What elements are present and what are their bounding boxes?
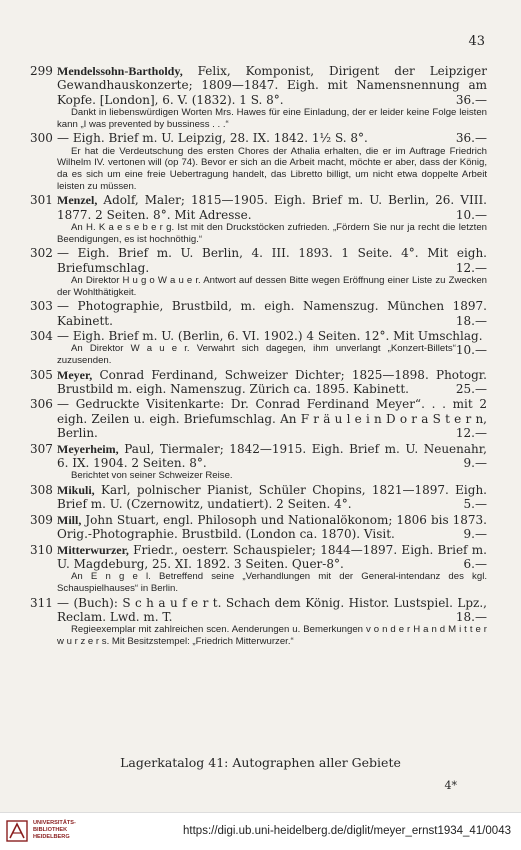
entry-note (57, 222, 487, 245)
catalog-entry (30, 596, 487, 648)
entry-person-name: Mitterwurzer, (57, 542, 129, 557)
entry-price: 36.— (455, 131, 487, 146)
viewer-footer-bar (0, 812, 521, 850)
entry-description (57, 596, 487, 625)
entry-text: — Eigh. Brief m. U. Berlin, 4. III. 1893. 1 Seite. 4°. Mit eigh. Briefumschlag. (57, 246, 487, 275)
entry-text: — Eigh. Brief m. U. (Berlin, 6. VI. 1902.) 4 Seiten. 12°. Mit Umschlag. (57, 329, 483, 343)
entry-number: 299 (30, 64, 53, 78)
entry-description (57, 442, 487, 471)
entry-note-text: An Direktor H u g o W a u e r. Antwort auf dessen Bitte wegen Eröffnung einer Liste zu Zwecken der Wohlthätigkeit. (57, 275, 487, 298)
entry-text: Karl, polnischer Pianist, Schüler Chopins, 1821—1897. Eigh. Brief m. U. (Czernowitz, undatiert). 2 Seiten. 4°. (57, 483, 487, 512)
entry-description (57, 397, 487, 440)
entry-number: 305 (30, 367, 53, 382)
institution-line: UNIVERSITÄTS- (33, 820, 76, 826)
entry-price: 10.— (455, 207, 487, 222)
entry-text: Paul, Tiermaler; 1842—1915. Eigh. Brief m. U. Neuenahr, 6. IX. 1904. 2 Seiten. 8°. (57, 441, 487, 471)
entry-person-name: Menzel, (57, 193, 98, 208)
entry-number: 304 (30, 329, 53, 343)
entry-note (57, 107, 487, 130)
institution-name (33, 820, 76, 841)
catalog-entry (30, 397, 487, 440)
permalink-url[interactable]: https://digi.ub.uni-heidelberg.de/diglit/meyer_ernst1934_41/0043 (183, 825, 511, 837)
entry-list (30, 64, 487, 649)
entry-note-text: An Direktor W a u e r. Verwahrt sich dagegen, ihm unverlangt „Konzert-Billets“ zuzusenden. (57, 343, 456, 366)
entry-price: 9.— (463, 456, 487, 471)
entry-note-text: An H. K a e s e b e r g. Ist mit den Druckstöcken zufrieden. „Fördern Sie nur ja recht die letzten Beendigungen, es ist hochnöthig.“ (57, 222, 487, 245)
catalog-entry (30, 131, 487, 192)
entry-note (57, 624, 487, 647)
entry-description (57, 299, 487, 328)
entry-price: 6.— (463, 557, 487, 572)
institution-line: HEIDELBERG (33, 834, 70, 840)
entry-note (57, 275, 487, 298)
entry-number: 302 (30, 246, 53, 261)
entry-text: Conrad Ferdinand, Schweizer Dichter; 1825—1898. Photogr. Brustbild m. eigh. Namenszug. Zürich ca. 1895. Kabinett. (57, 367, 487, 396)
entry-text: — Gedruckte Visitenkarte: Dr. Conrad Ferdinand Meyer“. . . mit 2 eigh. Zeilen u. eigh. Briefumschlag. An F r ä u l e i n D o r a S t e r n, Berlin. (57, 397, 487, 441)
entry-note (57, 343, 487, 366)
entry-description (57, 246, 487, 275)
entry-number: 303 (30, 299, 53, 314)
entry-note-text: An E n g e l. Betreffend seine „Verhandlungen mit der General-intendanz des kgl. Schauspielhauses“ in Berlin. (57, 571, 487, 595)
university-library-logo-icon (6, 819, 28, 843)
catalog-entry (30, 64, 487, 130)
catalog-entry (30, 246, 487, 298)
entry-text: — Photographie, Brustbild, m. eigh. Namenszug. München 1897. Kabinett. (57, 299, 487, 328)
catalog-entry (30, 299, 487, 328)
page-number: 43 (468, 34, 485, 49)
entry-person-name: Meyerheim, (57, 441, 119, 456)
entry-description (57, 513, 487, 542)
entry-description (57, 368, 487, 397)
catalog-entry (30, 368, 487, 397)
entry-description (57, 543, 487, 572)
entry-price: 12.— (455, 426, 487, 441)
catalog-entry (30, 329, 487, 367)
entry-note (57, 571, 487, 594)
entry-price: 36.— (455, 92, 487, 107)
entry-note (57, 470, 487, 482)
entry-price: 25.— (455, 382, 487, 396)
entry-price: 10.— (455, 343, 487, 358)
entry-text: — (Buch): S c h a u f e r t. Schach dem König. Histor. Lustspiel. Lpz., Reclam. Lwd. m. T. (57, 595, 487, 625)
entry-number: 311 (30, 595, 53, 610)
catalog-entry (30, 193, 487, 245)
entry-number: 306 (30, 397, 53, 412)
catalog-footer-title: Lagerkatalog 41: Autographen aller Gebiete (120, 755, 401, 770)
entry-note-text: Regieexemplar mit zahlreichen scen. Aenderungen u. Bemerkungen v o n d e r H a n d M i t t e r w u r z e r s. Mit Besitzstempel: „Friedrich Mitterwurzer.“ (57, 624, 487, 648)
entry-person-name: Mendelssohn-Bartholdy, (57, 64, 183, 78)
entry-person-name: Mill, (57, 512, 82, 527)
entry-note-text: Berichtet von seiner Schweizer Reise. (71, 470, 233, 482)
entry-note-text: Dankt in liebenswürdigen Worten Mrs. Hawes für eine Einladung, der er leider keine Folge leisten kann „I was prevented by bussiness . . .“ (57, 107, 487, 130)
entry-text: John Stuart, engl. Philosoph und Nationalökonom; 1806 bis 1873. Orig.-Photographie. Brustbild. (London ca. 1870). Visit. (57, 512, 488, 542)
entry-description (57, 193, 487, 222)
entry-text: Felix, Komponist, Dirigent der Leipziger Gewandhauskonzerte; 1809—1847. Eigh. mit Namensnennung am Kopfe. [London], 6. V. (1832). 1 S. 8°. (57, 64, 487, 107)
entry-number: 300 (30, 131, 53, 146)
entry-note (57, 146, 487, 192)
entry-text: Friedr., oesterr. Schauspieler; 1844—1897. Eigh. Brief m. U. Magdeburg, 25. XI. 1892. 3 Seiten. Quer-8°. (57, 542, 487, 572)
entry-number: 301 (30, 193, 53, 208)
sheet-signature: 4* (444, 779, 457, 792)
entry-text: Adolf, Maler; 1815—1905. Eigh. Brief m. U. Berlin, 26. VIII. 1877. 2 Seiten. 8°. Mit Adresse. (57, 193, 487, 222)
entry-number: 310 (30, 542, 53, 557)
entry-price: 12.— (455, 260, 487, 275)
entry-text: — Eigh. Brief m. U. Leipzig, 28. IX. 1842. 1½ S. 8°. (57, 131, 368, 146)
entry-number: 307 (30, 441, 53, 456)
entry-person-name: Meyer, (57, 367, 93, 382)
entry-description (57, 131, 487, 145)
catalog-entry (30, 513, 487, 542)
entry-person-name: Mikuli, (57, 483, 95, 498)
catalog-entry (30, 483, 487, 512)
entry-price: 9.— (463, 527, 487, 542)
institution-line: BIBLIOTHEK (33, 827, 68, 833)
entry-number: 308 (30, 483, 53, 498)
catalog-entry (30, 543, 487, 595)
entry-price: 18.— (455, 313, 487, 328)
entry-price: 5.— (463, 497, 487, 512)
entry-description (57, 483, 487, 512)
catalog-entry (30, 442, 487, 482)
entry-description (57, 64, 487, 107)
entry-number: 309 (30, 512, 53, 527)
entry-price: 18.— (455, 610, 487, 625)
entry-note-text: Er hat die Verdeutschung des ersten Chores der Athalia erhalten, die er im Auftrage Friedrich Wilhelm IV. vertonen will (op 74). Bevor er sich an die Arbeit macht, möchte er aber, dass der König, da es sich um eine freie Uebertragung handelt, das Libretto billigt, um nicht etwa doppelte Arbeit leisten zu müssen. (57, 145, 487, 192)
